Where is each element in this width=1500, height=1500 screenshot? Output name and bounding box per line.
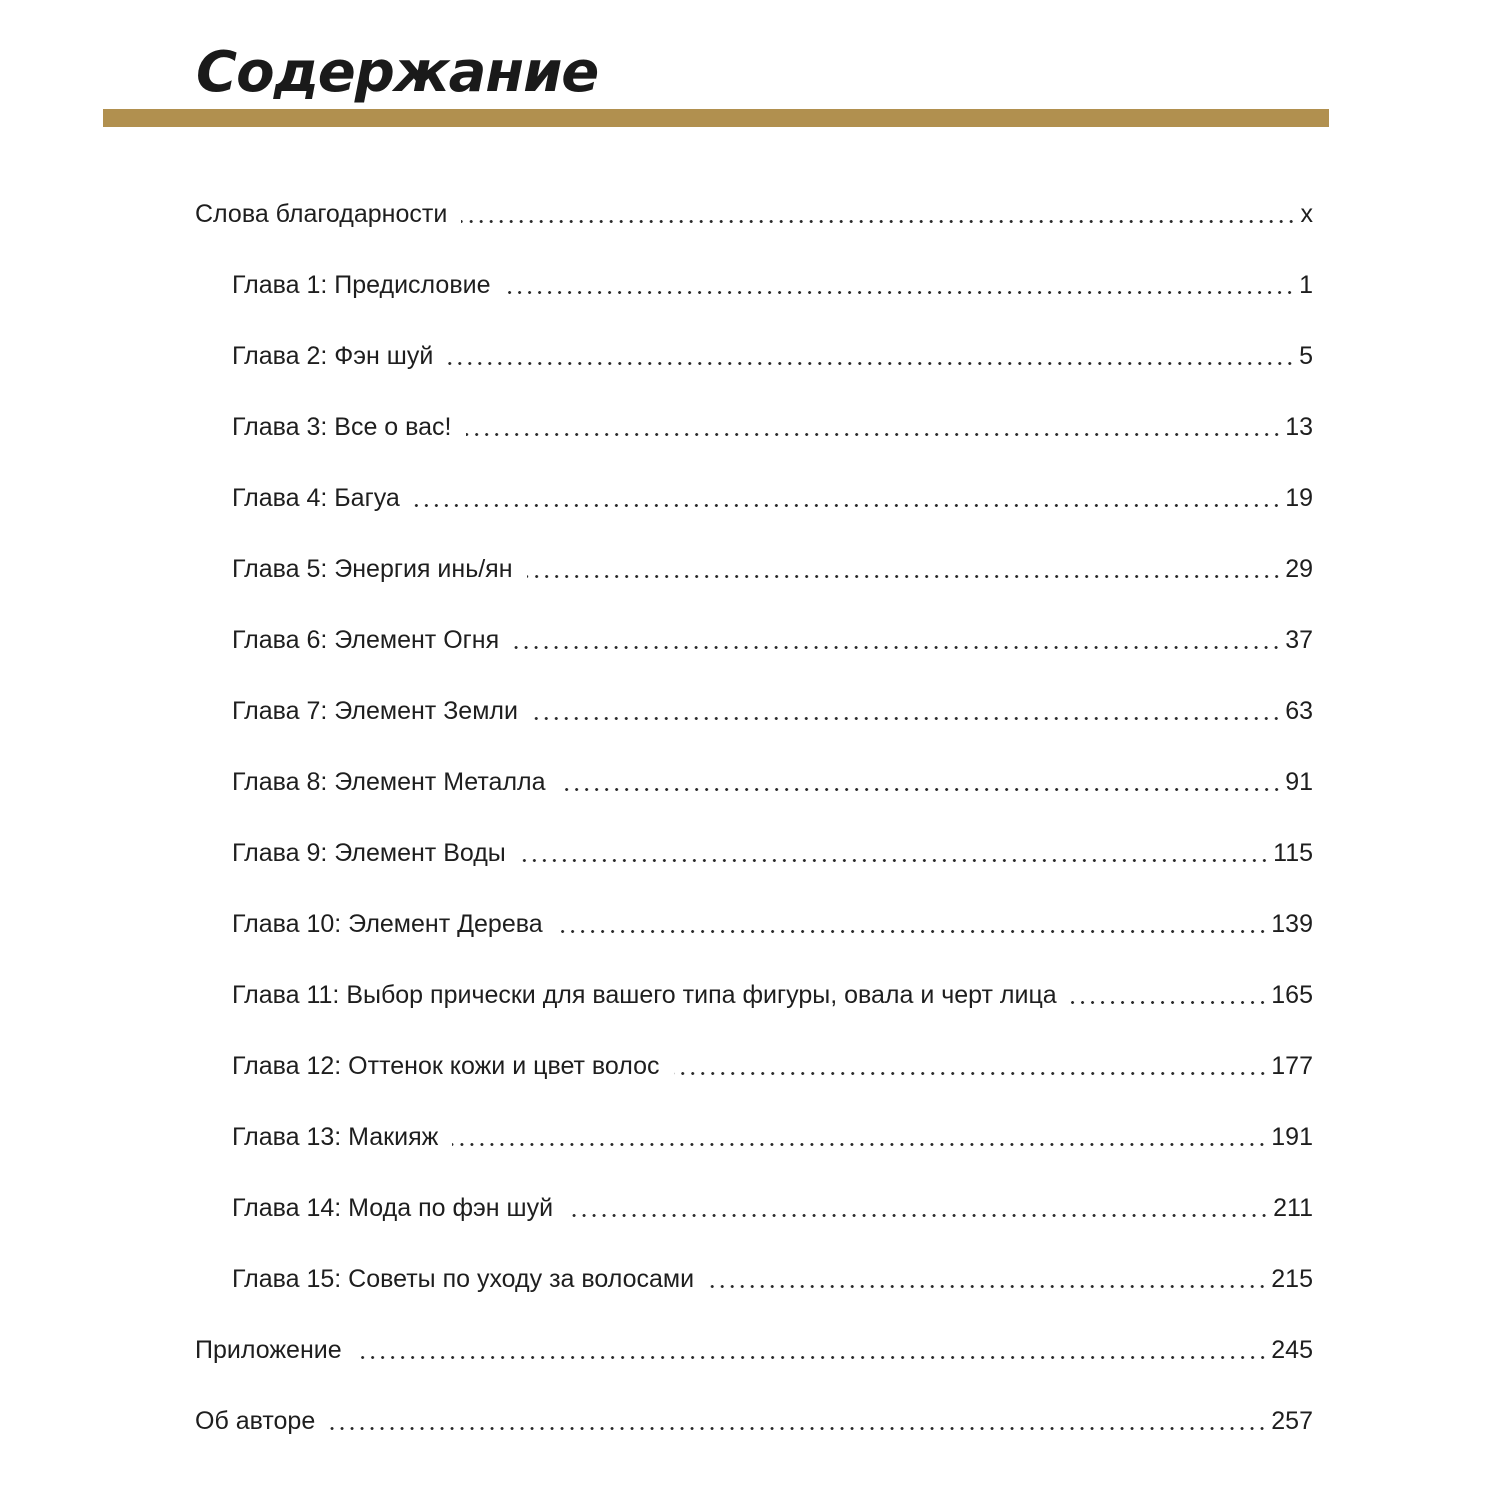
toc-entry-chapter-11[interactable] (232, 975, 1313, 1015)
toc-entry-page-number: 1 (1299, 271, 1313, 299)
toc-entry-label: Глава 8: Элемент Металла (232, 768, 546, 796)
toc-entry-label: Глава 1: Предисловие (232, 271, 491, 299)
toc-entry-chapter-4[interactable] (232, 478, 1313, 518)
dot-leader (452, 1143, 1267, 1146)
dot-leader (329, 1427, 1267, 1430)
toc-entry-page-number: 37 (1285, 626, 1313, 654)
dot-leader (527, 575, 1282, 578)
toc-entry-label: Глава 7: Элемент Земли (232, 697, 518, 725)
toc-entry-label: Глава 15: Советы по уходу за волосами (232, 1265, 695, 1293)
toc-entry-chapter-10[interactable] (232, 904, 1313, 944)
dot-leader (504, 291, 1295, 294)
toc-entry-chapter-5[interactable] (232, 549, 1313, 589)
dot-leader (466, 433, 1282, 436)
toc-entry-chapter-15[interactable] (232, 1259, 1313, 1299)
toc-entry-label: Глава 4: Багуа (232, 484, 400, 512)
toc-entry-label: Об авторе (195, 1407, 316, 1435)
toc-entry-chapter-1[interactable] (232, 265, 1313, 305)
toc-entry-page-number: 63 (1285, 697, 1313, 725)
toc-entry-page-number: 139 (1271, 910, 1313, 938)
toc-entry-label: Глава 14: Мода по фэн шуй (232, 1194, 554, 1222)
toc-entry-page-number: 191 (1271, 1123, 1313, 1151)
toc-entry-page-number: 211 (1273, 1194, 1313, 1222)
toc-entry-page-number: 215 (1271, 1265, 1313, 1293)
toc-entry-chapter-9[interactable] (232, 833, 1313, 873)
toc-entry-chapter-3[interactable] (232, 407, 1313, 447)
dot-leader (674, 1072, 1268, 1075)
toc-entry-chapter-14[interactable] (232, 1188, 1313, 1228)
toc-entry-page-number: 165 (1271, 981, 1313, 1009)
toc-entry-chapter-2[interactable] (232, 336, 1313, 376)
toc-entry-label: Глава 5: Энергия инь/ян (232, 555, 513, 583)
dot-leader (356, 1356, 1268, 1359)
page-title: Содержание (196, 40, 599, 105)
toc-entry-page-number: 29 (1285, 555, 1313, 583)
dot-leader (520, 859, 1269, 862)
toc-entry-page-number: 13 (1285, 413, 1313, 441)
toc-entry-chapter-12[interactable] (232, 1046, 1313, 1086)
toc-entry-label: Глава 13: Макияж (232, 1123, 439, 1151)
toc-entry-appendix[interactable] (195, 1330, 1313, 1370)
toc-entry-chapter-8[interactable] (232, 762, 1313, 802)
dot-leader (532, 717, 1281, 720)
toc-entry-page-number: 177 (1271, 1052, 1313, 1080)
dot-leader (447, 362, 1295, 365)
toc-entry-about-author[interactable] (195, 1401, 1313, 1441)
dot-leader (567, 1214, 1269, 1217)
toc-entry-label: Глава 12: Оттенок кожи и цвет волос (232, 1052, 660, 1080)
toc-entry-label: Слова благодарности (195, 200, 448, 228)
toc-entry-label: Глава 11: Выбор прически для вашего типа фигуры, овала и черт лица (232, 981, 1057, 1009)
toc-entry-label: Глава 10: Элемент Дерева (232, 910, 543, 938)
toc-entry-page-number: 245 (1271, 1336, 1313, 1364)
toc-entry-page-number: 19 (1285, 484, 1313, 512)
toc-entry-page-number: x (1300, 200, 1313, 228)
toc-entry-chapter-13[interactable] (232, 1117, 1313, 1157)
dot-leader (513, 646, 1281, 649)
toc-entry-chapter-6[interactable] (232, 620, 1313, 660)
toc-entry-page-number: 91 (1285, 768, 1313, 796)
toc-entry-acknowledgements[interactable] (195, 194, 1313, 234)
dot-leader (1071, 1001, 1268, 1004)
dot-leader (560, 788, 1282, 791)
toc-entry-label: Глава 2: Фэн шуй (232, 342, 434, 370)
dot-leader (414, 504, 1281, 507)
dot-leader (557, 930, 1268, 933)
dot-leader (708, 1285, 1267, 1288)
dot-leader (461, 220, 1296, 223)
toc-entry-chapter-7[interactable] (232, 691, 1313, 731)
toc-entry-page-number: 257 (1271, 1407, 1313, 1435)
toc-entry-page-number: 115 (1273, 839, 1313, 867)
toc-entry-label: Глава 6: Элемент Огня (232, 626, 500, 654)
toc-entry-label: Приложение (195, 1336, 342, 1364)
toc-entry-label: Глава 9: Элемент Воды (232, 839, 506, 867)
toc-entry-page-number: 5 (1299, 342, 1313, 370)
toc-entry-label: Глава 3: Все о вас! (232, 413, 452, 441)
